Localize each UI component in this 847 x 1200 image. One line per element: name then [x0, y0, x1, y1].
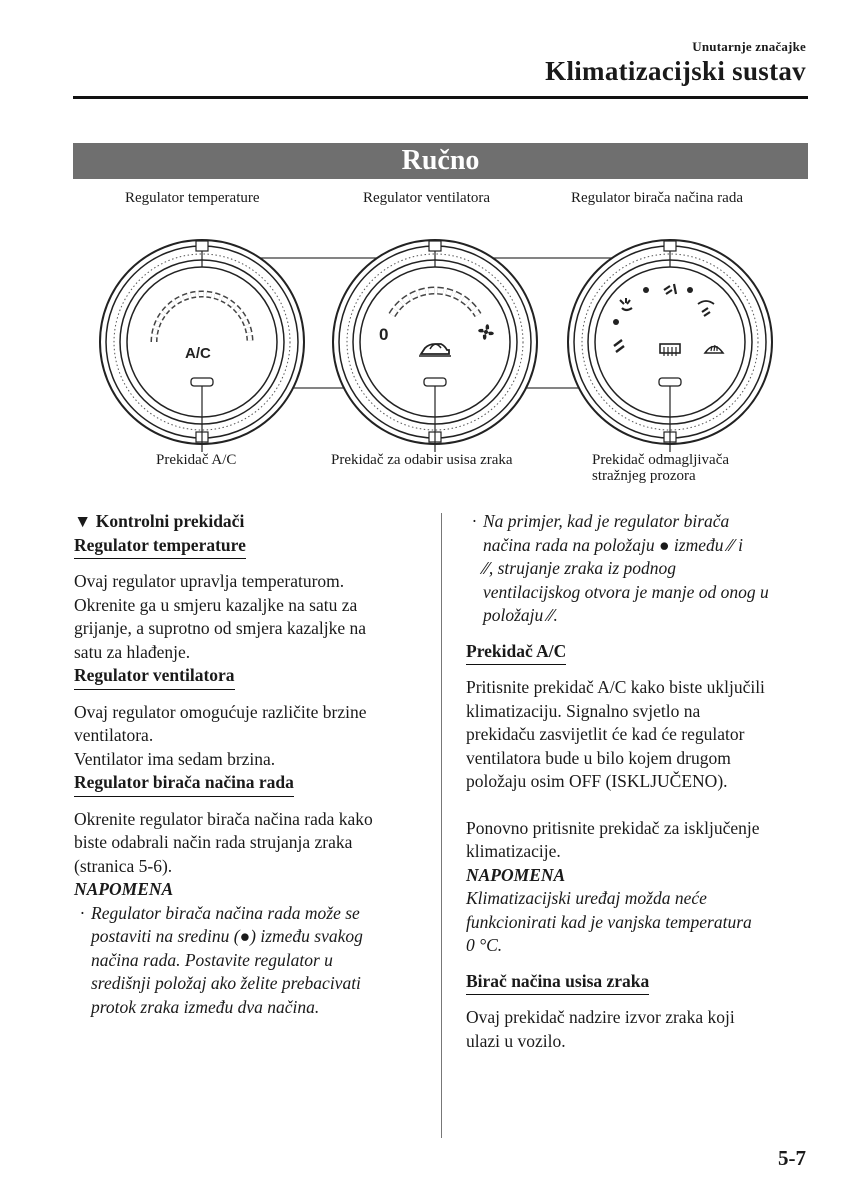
page-title: Klimatizacijski sustav	[545, 56, 806, 86]
mode-knob	[568, 240, 772, 452]
ac-switch-indicator	[191, 378, 213, 386]
note-body-right: Klimatizacijski uređaj možda neće funkcionirati kad je vanjska temperatura 0 °C.	[466, 888, 752, 955]
right-column	[466, 510, 811, 1053]
label-ac-switch: Prekidač A/C	[156, 452, 237, 468]
mode-example-bullet: · Na primjer, kad je regulator birača načina rada na položaju ● između ⁄⁄ i ⁄⁄, strujanje zraka iz podnog ventilacijskog otvora je manje od onog u položaju ⁄⁄.	[472, 511, 769, 625]
climate-control-panel-illustration	[80, 210, 800, 490]
fan-body: Ovaj regulator omogućuje različite brzine ventilatora. Ventilator ima sedam brzina.	[74, 701, 367, 769]
mode-body: Okrenite regulator birača načina rada kako biste odabrali način rada strujanja zraka (stranica 5-6).	[74, 808, 373, 876]
fan-knob	[333, 240, 537, 452]
column-divider	[441, 513, 442, 1138]
label-intake-switch: Prekidač za odabir usisa zraka	[331, 452, 513, 468]
mode-heading: Regulator birača načina rada	[74, 771, 294, 797]
intake-body: Ovaj prekidač nadzire izvor zraka koji ulazi u vozilo.	[466, 1007, 735, 1051]
controls-heading-text: Kontrolni prekidači	[95, 511, 245, 531]
label-rear-defrost-switch-line2: stražnjeg prozora	[592, 468, 696, 484]
label-mode-regulator: Regulator birača načina rada	[571, 190, 743, 206]
fan-heading: Regulator ventilatora	[74, 664, 235, 690]
intake-switch-indicator	[424, 378, 446, 386]
rear-defrost-switch-indicator	[659, 378, 681, 386]
ac-body-2: Ponovno pritisnite prekidač za isključenje klimatizacije.	[466, 817, 760, 861]
label-rear-defrost-switch: Prekidač odmagljivača	[592, 452, 730, 468]
label-fan-regulator: Regulator ventilatora	[363, 190, 491, 206]
label-temperature-regulator: Regulator temperature	[125, 190, 260, 206]
ac-heading: Prekidač A/C	[466, 640, 566, 666]
fan-off-text: 0	[379, 325, 389, 344]
header-rule	[73, 96, 808, 99]
section-banner: Ručno	[73, 143, 808, 179]
floor-defrost-icon-inline: ⁄⁄	[483, 558, 489, 578]
floor-defrost-icon-inline-2: ⁄⁄	[547, 605, 554, 625]
ac-text: A/C	[185, 345, 211, 362]
page-number: 5-7	[778, 1146, 806, 1170]
section-marker: ▼	[74, 511, 92, 531]
ac-body: Pritisnite prekidač A/C kako biste uključili klimatizaciju. Signalno svjetlo na prekidaču zasvijetlit će kad će regulator ventilatora bude u bilo kojem drugom položaju osim OFF (ISKLJUČENO).	[466, 677, 765, 791]
floor-vent-icon-inline: ⁄⁄	[727, 534, 734, 555]
note-heading-left: NAPOMENA	[74, 879, 174, 899]
temperature-body: Ovaj regulator upravlja temperaturom. Okrenite ga u smjeru kazaljke na satu za grijanje, a suprotno od smjera kazaljke na satu za hlađenje.	[74, 571, 367, 662]
left-column	[74, 510, 414, 1019]
note-heading-right: NAPOMENA	[466, 864, 566, 885]
note-bullet-left: · Regulator birača načina rada može se postaviti na sredinu (●) između svakog načina rada. Postavite regulator u središnji položaj ako želite prebacivati protok zraka između dva načina.	[80, 902, 363, 1017]
temperature-heading: Regulator temperature	[74, 534, 246, 560]
controls-heading	[74, 510, 414, 534]
header-section: Unutarnje značajke	[692, 39, 806, 54]
temperature-knob	[100, 240, 304, 452]
intake-heading: Birač načina usisa zraka	[466, 970, 649, 996]
